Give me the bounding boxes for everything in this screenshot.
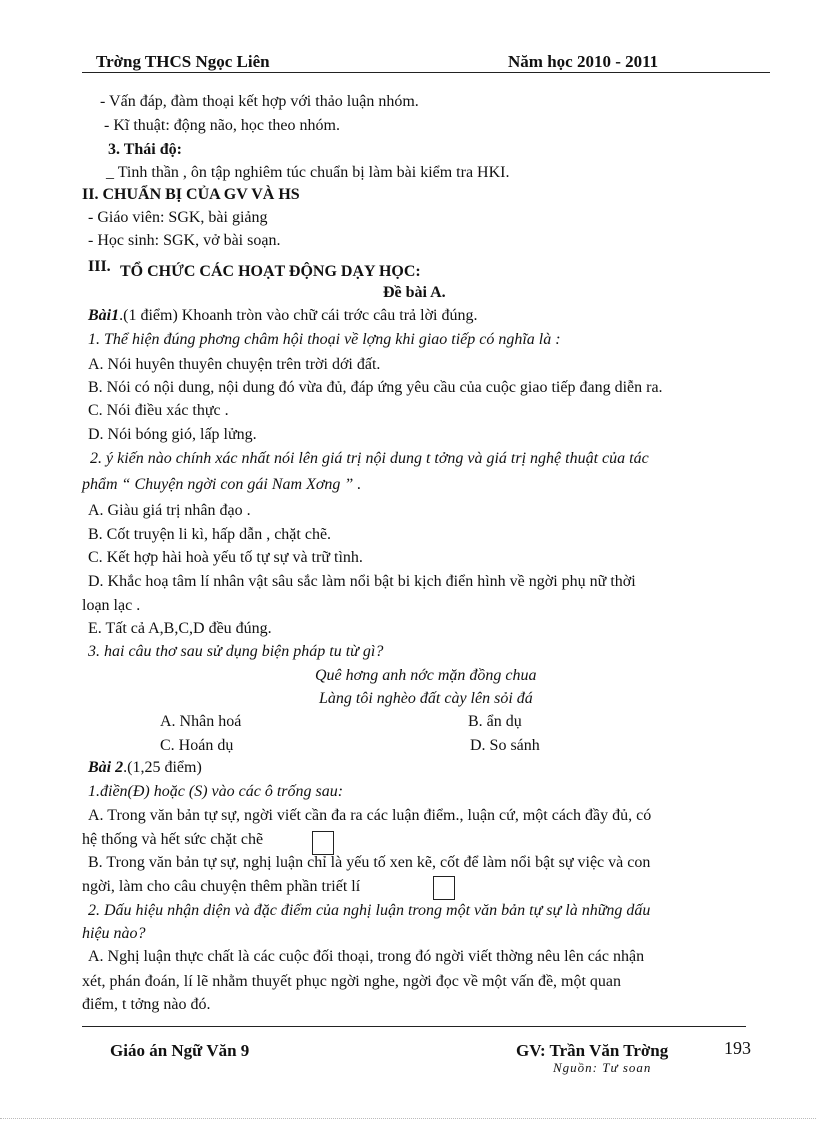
question: 1. Thể hiện đúng phơng châm hội thoại về lợng khi giao tiếp có nghĩa là : [88, 331, 561, 348]
statement: A. Trong văn bản tự sự, ngời viết cần đa ra các luận điểm., luận cứ, một cách đầy đủ, có [88, 807, 652, 824]
statement: điểm, t tởng nào đó. [82, 996, 211, 1013]
question: 2. Dấu hiệu nhận diện và đặc điểm của nghị luận trong một văn bản tự sự là những dấu [88, 902, 651, 919]
footer-teacher: GV: Trần Văn Trờng [516, 1041, 669, 1060]
statement: xét, phán đoán, lí lẽ nhằm thuyết phục ngời nghe, ngời đọc về một vấn đề, một quan [82, 973, 622, 990]
footer-rule [82, 1026, 746, 1027]
section-number: III. [88, 258, 111, 275]
header-rule [82, 72, 770, 73]
answer-option: B. Cốt truyện li kì, hấp dẫn , chặt chẽ. [88, 526, 332, 543]
question: 2. ý kiến nào chính xác nhất nói lên giá trị nội dung t tởng và giá trị nghệ thuật của tác [90, 450, 649, 467]
answer-option: C. Kết hợp hài hoà yếu tố tự sự và trữ tình. [88, 549, 363, 566]
question: 1.điền(Đ) hoặc (S) vào các ô trống sau: [88, 783, 344, 800]
footer-source: Nguồn: Tư soan [553, 1060, 652, 1075]
answer-option: B. Nói có nội dung, nội dung đó vừa đủ, đáp ứng yêu cầu của cuộc giao tiếp đang diễn ra. [88, 379, 663, 396]
text-line: - Học sinh: SGK, vở bài soạn. [88, 232, 281, 249]
section-heading: II. CHUẨN BỊ CỦA GV VÀ HS [82, 186, 300, 203]
statement: A. Nghị luận thực chất là các cuộc đối thoại, trong đó ngời viết thờng nêu lên các nhận [88, 948, 645, 965]
exercise-title: Bài 2.(1,25 điểm) [88, 759, 202, 776]
answer-option: A. Nói huyên thuyên chuyện trên trời dới đất. [88, 356, 381, 373]
answer-box[interactable] [433, 876, 455, 900]
question: 3. hai câu thơ sau sử dụng biện pháp tu từ gì? [88, 643, 384, 660]
answer-option: B. ẩn dụ [468, 713, 522, 730]
text-line: - Kĩ thuật: động não, học theo nhóm. [104, 117, 340, 134]
poem-line: Quê hơng anh nớc mặn đồng chua [315, 667, 537, 684]
answer-option: C. Hoán dụ [160, 737, 234, 754]
statement: B. Trong văn bản tự sự, nghị luận chỉ là yếu tố xen kẽ, cốt để làm nổi bật sự việc và con [88, 854, 651, 871]
exercise-label: Bài 2 [88, 759, 124, 776]
exam-title: Đề bài A. [383, 284, 446, 301]
poem-line: Làng tôi nghèo đất cày lên sỏi đá [319, 690, 533, 707]
section-heading: TỔ CHỨC CÁC HOẠT ĐỘNG DẠY HỌC: [120, 263, 421, 280]
answer-option: C. Nói điều xác thực . [88, 402, 229, 419]
text-line: - Giáo viên: SGK, bài giảng [88, 209, 268, 226]
statement: hệ thống và hết sức chặt chẽ [82, 831, 264, 848]
answer-option: D. Nói bóng gió, lấp lửng. [88, 426, 257, 443]
answer-box[interactable] [312, 831, 334, 855]
answer-option: E. Tất cả A,B,C,D đều đúng. [88, 620, 272, 637]
question: phẩm “ Chuyện ngời con gái Nam Xơng ” . [82, 476, 362, 493]
header-year: Năm học 2010 - 2011 [508, 52, 659, 71]
page-number: 193 [724, 1038, 751, 1058]
bottom-dotted-line [0, 1118, 816, 1119]
section-heading: 3. Thái độ: [108, 141, 182, 158]
exercise-title: Bài1.(1 điểm) Khoanh tròn vào chữ cái trớc câu trả lời đúng. [88, 307, 478, 324]
question: hiệu nào? [82, 925, 146, 942]
answer-option: D. Khắc hoạ tâm lí nhân vật sâu sắc làm nổi bật bi kịch điển hình về ngời phụ nữ thời [88, 573, 636, 590]
answer-option: A. Nhân hoá [160, 713, 242, 730]
answer-option: loạn lạc . [82, 597, 141, 614]
answer-option: D. So sánh [470, 737, 540, 754]
footer-left: Giáo án Ngữ Văn 9 [110, 1041, 250, 1060]
exercise-label: Bài1 [88, 307, 120, 324]
statement: ngời, làm cho câu chuyện thêm phần triết lí [82, 878, 361, 895]
answer-option: A. Giàu giá trị nhân đạo . [88, 502, 251, 519]
text-line: _ Tinh thần , ôn tập nghiêm túc chuẩn bị làm bài kiểm tra HKI. [106, 164, 510, 181]
header-school: Trờng THCS Ngọc Liên [96, 52, 270, 71]
text-line: - Vấn đáp, đàm thoại kết hợp với thảo luận nhóm. [100, 93, 419, 110]
